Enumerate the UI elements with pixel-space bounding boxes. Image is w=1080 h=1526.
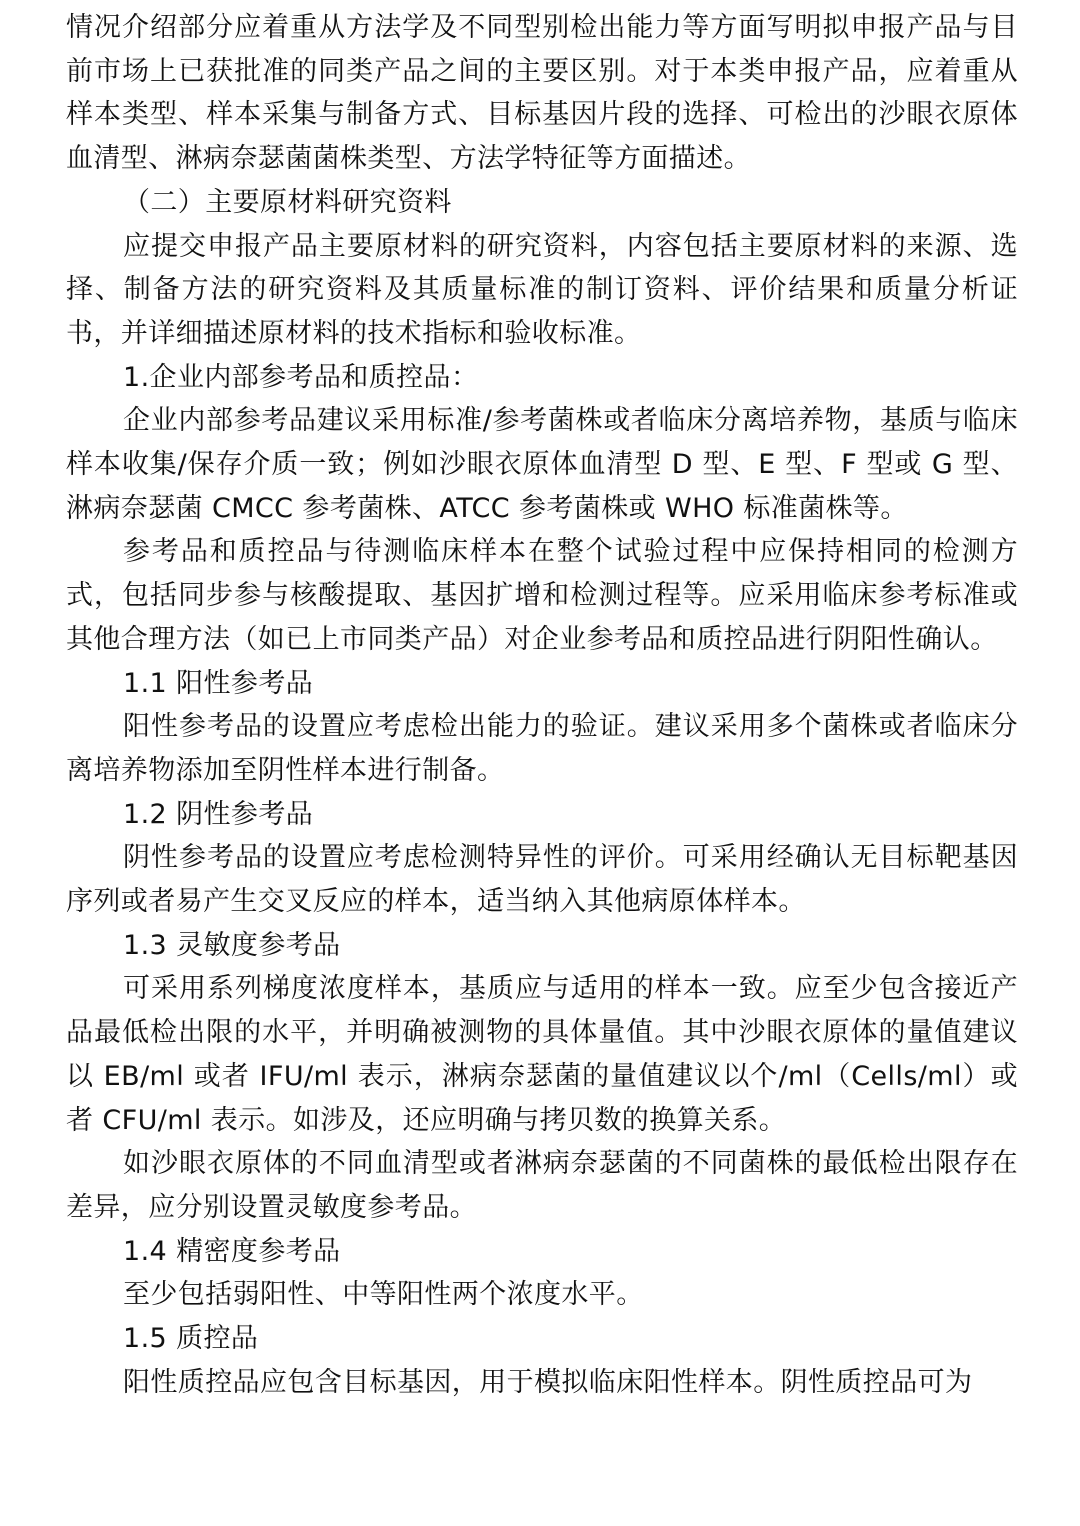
negative-reference-paragraph: 阴性参考品的设置应考虑检测特异性的评价。可采用经确认无目标靶基因序列或者易产生交叉反应的样本，适当纳入其他病原体样本。 bbox=[66, 842, 1018, 918]
intro-paragraph: 情况介绍部分应着重从方法学及不同型别检出能力等方面写明拟申报产品与目前市场上已获批准的同类产品之间的主要区别。对于本类申报产品，应着重从样本类型、样本采集与制备方式、目标基因片段的选择、可检出的沙眼衣原体血清型、淋病奈瑟菌菌株类型、方法学特征等方面描述。 bbox=[66, 12, 1018, 175]
positive-reference-paragraph: 阳性参考品的设置应考虑检出能力的验证。建议采用多个菌株或者临床分离培养物添加至阴性样本进行制备。 bbox=[66, 711, 1018, 786]
subheading-precision-reference: 1.4 精密度参考品 bbox=[123, 1235, 341, 1267]
document-page bbox=[66, 6, 1018, 1405]
reference-qc-paragraph: 参考品和质控品与待测临床样本在整个试验过程中应保持相同的检测方式，包括同步参与核酸提取、基因扩增和检测过程等。应采用临床参考标准或其他合理方法（如已上市同类产品）对企业参考品和质控品进行阴阳性确认。 bbox=[66, 536, 1018, 655]
quality-control-paragraph: 阳性质控品应包含目标基因，用于模拟临床阳性样本。阴性质控品可为 bbox=[123, 1366, 973, 1398]
subheading-positive-reference: 1.1 阳性参考品 bbox=[123, 667, 314, 699]
subheading-quality-control: 1.5 质控品 bbox=[123, 1323, 259, 1355]
section-heading-raw-materials: （二）主要原材料研究资料 bbox=[123, 186, 452, 218]
subheading-sensitivity-reference: 1.3 灵敏度参考品 bbox=[123, 929, 341, 961]
sensitivity-difference-paragraph: 如沙眼衣原体的不同血清型或者淋病奈瑟菌的不同菌株的最低检出限存在差异，应分别设置灵敏度参考品。 bbox=[66, 1148, 1018, 1223]
internal-reference-paragraph: 企业内部参考品建议采用标准/参考菌株或者临床分离培养物，基质与临床样本收集/保存介质一致；例如沙眼衣原体血清型 D 型、E 型、F 型或 G 型、淋病奈瑟菌 CMCC 参考菌株、ATCC 参考菌株或 WHO 标准菌株等。 bbox=[66, 405, 1018, 524]
subheading-internal-reference: 1.企业内部参考品和质控品： bbox=[123, 361, 479, 393]
precision-reference-paragraph: 至少包括弱阳性、中等阳性两个浓度水平。 bbox=[123, 1279, 644, 1311]
raw-materials-paragraph: 应提交申报产品主要原材料的研究资料，内容包括主要原材料的来源、选择、制备方法的研究资料及其质量标准的制订资料、评价结果和质量分析证书，并详细描述原材料的技术指标和验收标准。 bbox=[66, 230, 1018, 349]
subheading-negative-reference: 1.2 阴性参考品 bbox=[123, 798, 314, 830]
sensitivity-reference-paragraph: 可采用系列梯度浓度样本，基质应与适用的样本一致。应至少包含接近产品最低检出限的水平，并明确被测物的具体量值。其中沙眼衣原体的量值建议以 EB/ml 或者 IFU/ml 表示，淋病奈瑟菌的量值建议以个/ml（Cells/ml）或者 CFU/ml 表示。如涉及，还应明确与拷贝数的换算关系。 bbox=[66, 973, 1018, 1136]
